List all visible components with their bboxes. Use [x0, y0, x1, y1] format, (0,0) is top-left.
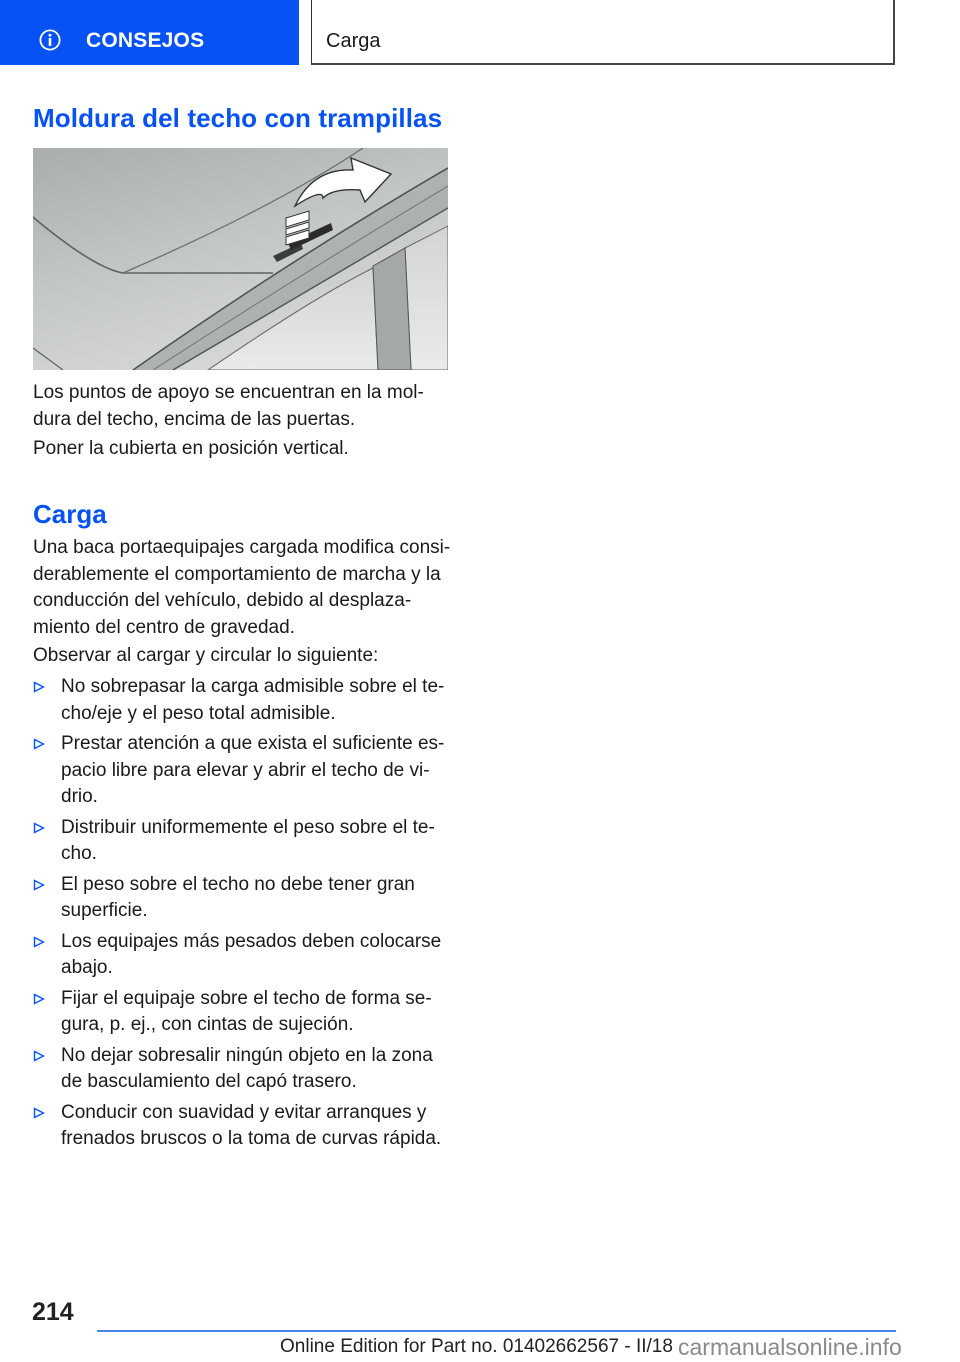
list-item [33, 731, 453, 811]
section-title-load: Carga [33, 499, 107, 529]
list-item-text: El peso sobre el techo no debe tener gran superficie. [61, 873, 415, 921]
list-item-text: Los equipajes más pesados deben colocarse abajo. [61, 930, 442, 978]
list-item-text: Conducir con suavidad y evitar arranques y frenados bruscos o la toma de curvas rápida. [61, 1101, 442, 1149]
watermark: carmanualsonline.info [678, 1334, 902, 1360]
roof-illustration-graphic [33, 148, 448, 370]
list-item-text: Prestar atención a que exista el suficiente es-pacio libre para elevar y abrir el techo de vi-drio. [61, 733, 445, 807]
list-item [33, 1043, 453, 1096]
chapter-tab [0, 0, 299, 65]
triangle-right-icon [33, 738, 45, 750]
section-label: Carga [326, 30, 381, 52]
list-item [33, 1100, 453, 1153]
section-title-roof-molding: Moldura del techo con trampillas [33, 103, 443, 133]
list-item-text: Fijar el equipaje sobre el techo de forma se-gura, p. ej., con cintas de sujeción. [61, 987, 432, 1035]
list-item-text: No dejar sobresalir ningún objeto en la zona de basculamiento del capó trasero. [61, 1044, 433, 1092]
list-item [33, 674, 453, 727]
triangle-right-icon [33, 1050, 45, 1062]
triangle-right-icon [33, 879, 45, 891]
triangle-right-icon [33, 993, 45, 1005]
paragraph-observe-intro: Observar al cargar y circular lo siguiente: [33, 645, 379, 666]
triangle-right-icon [33, 681, 45, 693]
load-guidelines-list [33, 674, 453, 1157]
paragraph-vertical-cover: Poner la cubierta en posición vertical. [33, 438, 349, 459]
list-item-text: No sobrepasar la carga admisible sobre el te-cho/eje y el peso total admisible. [61, 676, 445, 724]
page-number: 214 [32, 1298, 74, 1326]
footer-divider [97, 1330, 896, 1332]
list-item [33, 815, 453, 868]
chapter-label: CONSEJOS [86, 29, 205, 52]
paragraph-roof-rack-effect: Una baca portaequipajes cargada modifica consi-derablemente el comportamiento de marcha y la conducción del vehículo, debido al desplaza-miento del centro de gravedad. [33, 537, 451, 638]
list-item-text: Distribuir uniformemente el peso sobre el te-cho. [61, 816, 435, 864]
paragraph-support-points: Los puntos de apoyo se encuentran en la mol-dura del techo, encima de las puertas. [33, 382, 424, 430]
roof-molding-illustration [33, 148, 448, 370]
list-item [33, 986, 453, 1039]
triangle-right-icon [33, 936, 45, 948]
section-tab [311, 0, 895, 65]
list-item [33, 872, 453, 925]
list-item [33, 929, 453, 982]
info-icon [39, 29, 61, 51]
edition-info: Online Edition for Part no. 01402662567 - II/18 [280, 1336, 673, 1357]
triangle-right-icon [33, 822, 45, 834]
triangle-right-icon [33, 1107, 45, 1119]
